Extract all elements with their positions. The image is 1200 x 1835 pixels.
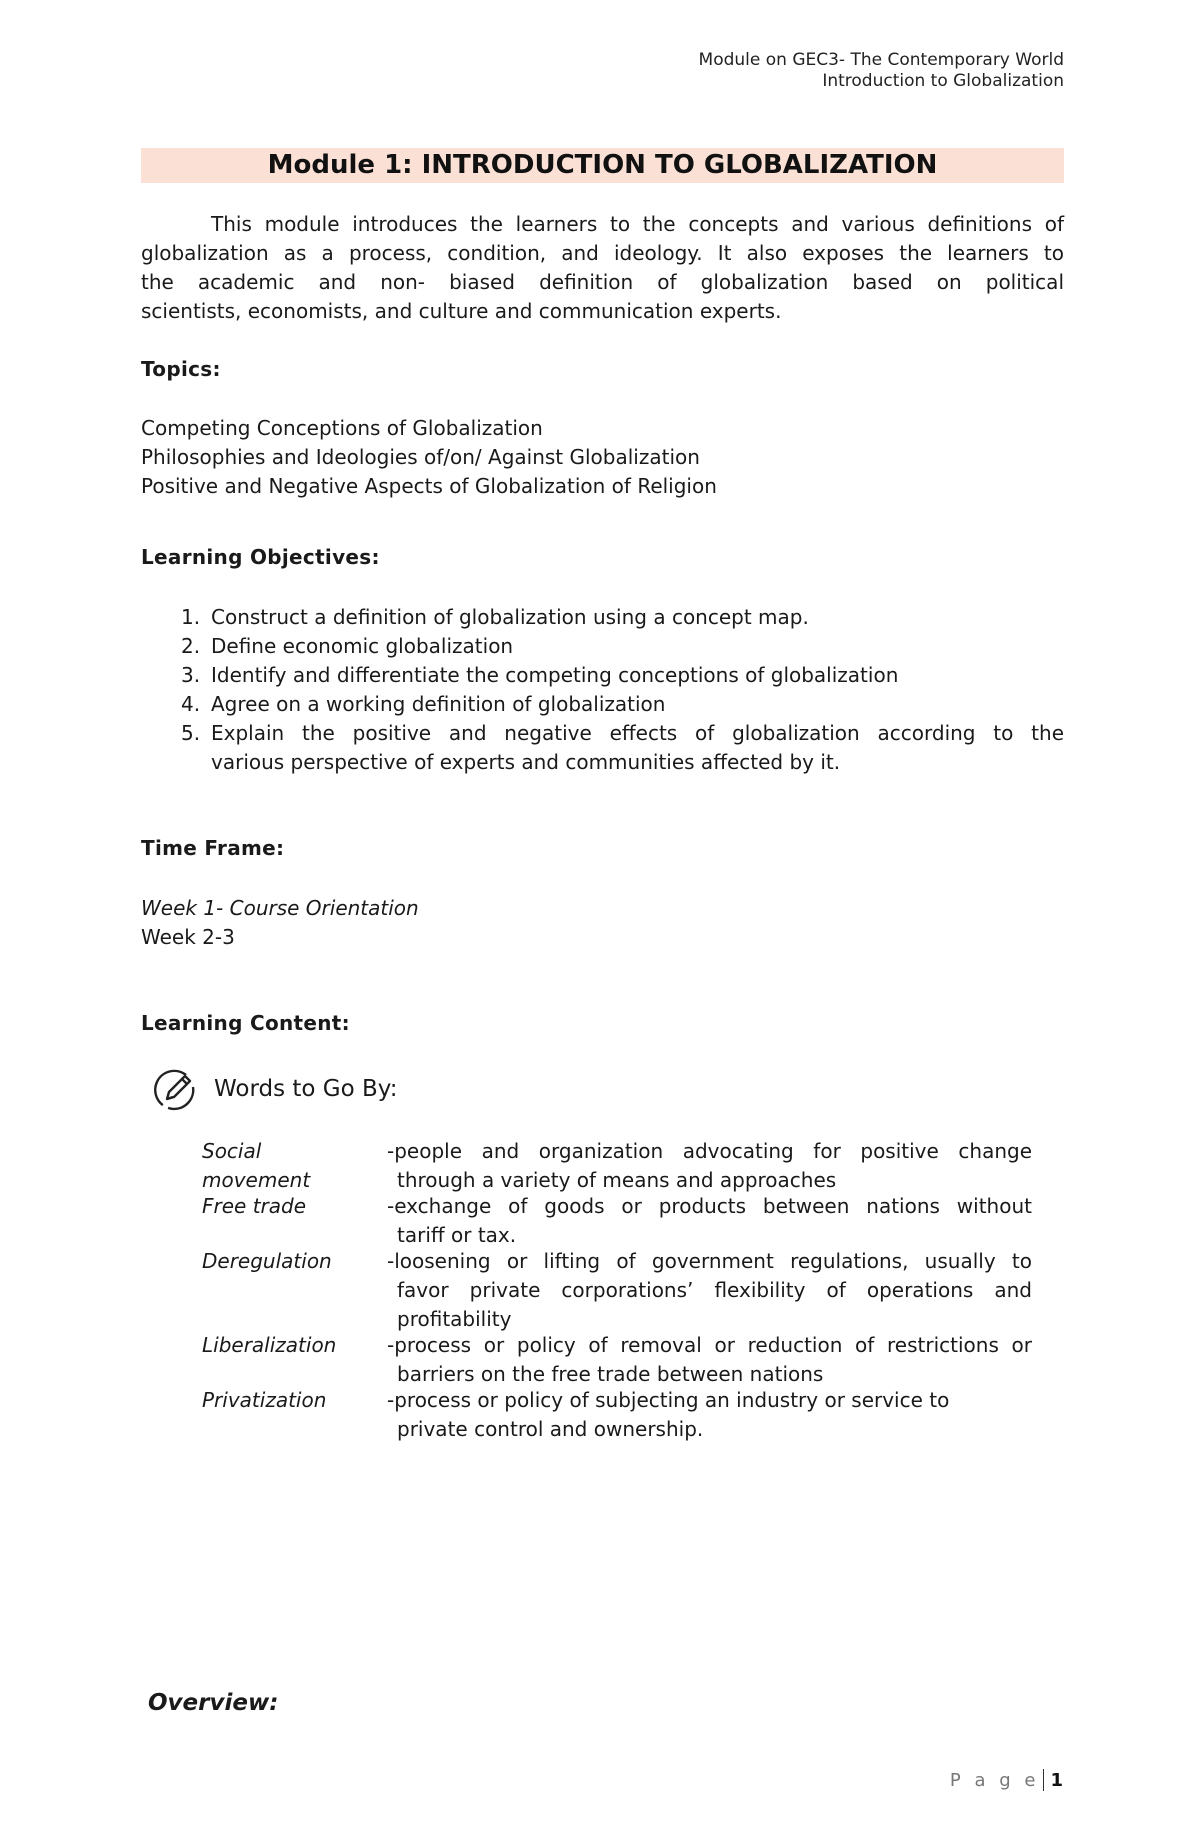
- term-line: Privatization: [202, 1388, 327, 1412]
- timeframe-label: Time Frame:: [141, 836, 285, 860]
- def-line: barriers on the free trade between nations: [397, 1362, 824, 1386]
- topics-label: Topics:: [141, 357, 221, 381]
- def-line: -people and organization advocating for positive change: [387, 1139, 1032, 1163]
- list-text: Agree on a working definition of globalization: [211, 692, 666, 716]
- glossary-row: [202, 1137, 1032, 1195]
- list-text: Identify and differentiate the competing conceptions of globalization: [211, 663, 899, 687]
- glossary-definition: [387, 1192, 1032, 1250]
- def-line: tariff or tax.: [397, 1223, 517, 1247]
- page-label: P a g e: [949, 1769, 1040, 1791]
- list-item: [141, 632, 1064, 661]
- module-title: Module 1: INTRODUCTION TO GLOBALIZATION: [267, 150, 938, 180]
- glossary-definition: [387, 1386, 1032, 1444]
- list-item: [141, 603, 1064, 632]
- week-2: Week 2-3: [141, 925, 235, 949]
- list-item: [141, 661, 1064, 690]
- glossary-definition: [387, 1247, 1032, 1334]
- list-text: Construct a definition of globalization using a concept map.: [211, 605, 809, 629]
- timeframe-list: [141, 894, 419, 952]
- list-number: 5.: [181, 721, 201, 745]
- header-topic: Introduction to Globalization: [822, 71, 1064, 91]
- glossary-row: [202, 1331, 1032, 1389]
- list-text-block: [211, 719, 1064, 777]
- list-number: 2.: [181, 634, 201, 658]
- list-item: [141, 719, 1064, 777]
- list-number: 4.: [181, 692, 201, 716]
- glossary-definition: [387, 1137, 1032, 1195]
- glossary-term: [202, 1247, 387, 1334]
- list-number: 1.: [181, 605, 201, 629]
- running-header: [699, 50, 1064, 92]
- term-line: Deregulation: [202, 1249, 332, 1273]
- intro-line: This module introduces the learners to the concepts and various definitions of: [211, 212, 1064, 236]
- term-line: Social: [202, 1139, 262, 1163]
- topics-list: [141, 414, 1041, 501]
- def-line: -exchange of goods or products between nations without: [387, 1194, 1032, 1218]
- overview-label: Overview:: [148, 1690, 279, 1716]
- glossary-term: [202, 1386, 387, 1444]
- def-line: favor private corporations’ flexibility of operations and: [397, 1278, 1032, 1302]
- objectives-list: [141, 603, 1064, 777]
- words-heading: [152, 1066, 397, 1112]
- page-number: 1: [1050, 1769, 1063, 1791]
- module-title-bar: [141, 148, 1064, 183]
- def-line: profitability: [397, 1307, 512, 1331]
- term-line: movement: [202, 1168, 311, 1192]
- week-1: Week 1- Course Orientation: [141, 896, 419, 920]
- glossary-row: [202, 1192, 1032, 1250]
- list-text: Define economic globalization: [211, 634, 514, 658]
- footer-divider: [1043, 1769, 1044, 1791]
- def-line: -process or policy of subjecting an industry or service to: [387, 1388, 950, 1412]
- pencil-circle-icon: [152, 1066, 198, 1112]
- intro-line: globalization as a process, condition, and ideology. It also exposes the learners to: [141, 241, 1064, 265]
- term-line: Free trade: [202, 1194, 307, 1218]
- glossary: [202, 1137, 1032, 1441]
- def-line: -process or policy of removal or reduction of restrictions or: [387, 1333, 1032, 1357]
- header-course: Module on GEC3- The Contemporary World: [698, 50, 1064, 70]
- def-line: through a variety of means and approaches: [397, 1168, 837, 1192]
- content-label: Learning Content:: [141, 1011, 350, 1035]
- objectives-label: Learning Objectives:: [141, 545, 380, 569]
- def-line: private control and ownership.: [397, 1417, 704, 1441]
- def-line: -loosening or lifting of government regulations, usually to: [387, 1249, 1032, 1273]
- glossary-term: [202, 1192, 387, 1250]
- list-number: 3.: [181, 663, 201, 687]
- intro-line: scientists, economists, and culture and communication experts.: [141, 299, 782, 323]
- glossary-term: [202, 1331, 387, 1389]
- glossary-term: [202, 1137, 387, 1195]
- list-text: Explain the positive and negative effects of globalization according to the: [211, 721, 1064, 745]
- list-item: Competing Conceptions of Globalization: [141, 416, 543, 440]
- list-text: various perspective of experts and communities affected by it.: [211, 750, 841, 774]
- glossary-definition: [387, 1331, 1032, 1389]
- list-item: Positive and Negative Aspects of Globalization of Religion: [141, 474, 717, 498]
- intro-paragraph: [141, 210, 1064, 326]
- list-item: Philosophies and Ideologies of/on/ Against Globalization: [141, 445, 700, 469]
- words-label: Words to Go By:: [214, 1076, 398, 1102]
- glossary-row: [202, 1386, 1032, 1444]
- glossary-row: [202, 1247, 1032, 1334]
- list-item: [141, 690, 1064, 719]
- term-line: Liberalization: [202, 1333, 337, 1357]
- intro-line: the academic and non- biased definition of globalization based on political: [141, 270, 1064, 294]
- page-footer: [950, 1769, 1063, 1791]
